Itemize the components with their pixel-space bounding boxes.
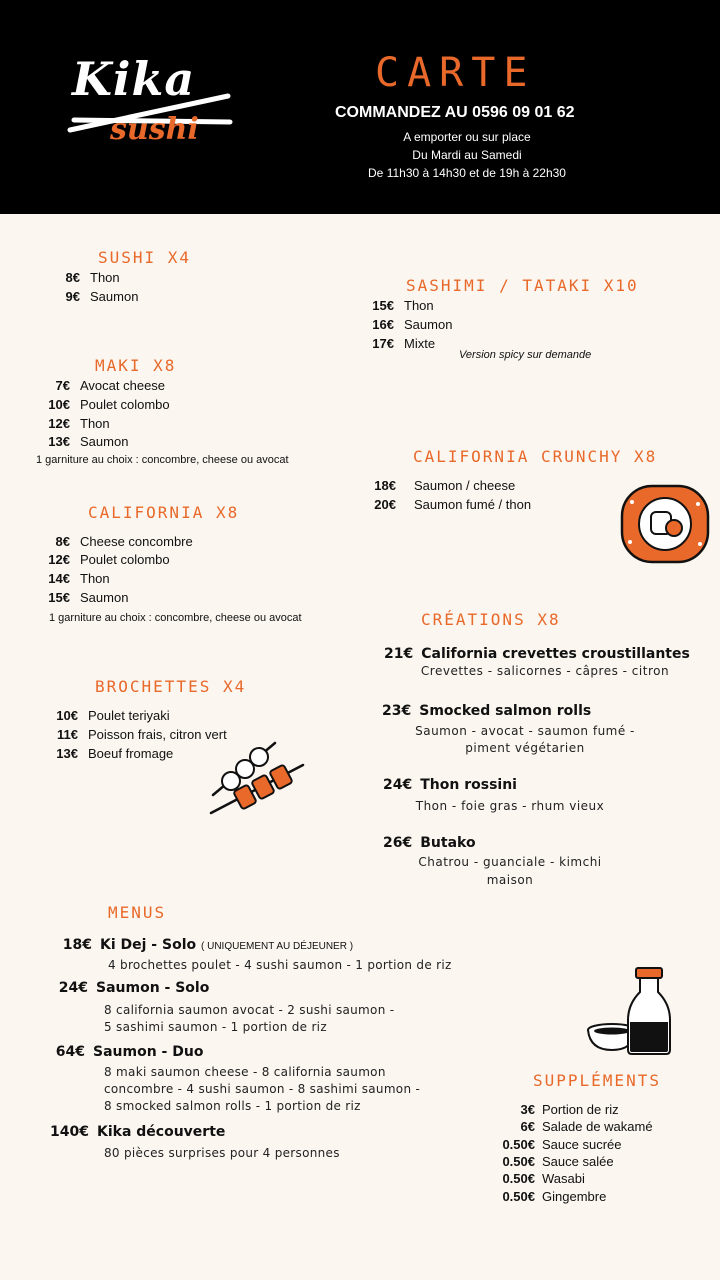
- creation-item-desc: maison: [486, 873, 534, 887]
- menu-item: 13€ Boeuf fromage: [56, 746, 174, 761]
- section-title-brochettes: BROCHETTES X4: [95, 677, 247, 696]
- creation-item-title: 23€ Smocked salmon rolls: [382, 703, 592, 719]
- section-title-maki: MAKI X8: [95, 356, 177, 375]
- menu-item: 8€ Cheese concombre: [55, 534, 193, 549]
- logo-text-kika: Kika: [72, 52, 196, 106]
- creation-item-desc: Thon - foie gras - rhum vieux: [415, 799, 605, 813]
- creation-item-desc: Chatrou - guanciale - kimchi: [418, 855, 602, 869]
- logo-text-sushi: sushi: [110, 112, 199, 147]
- menu-formula-title: 18€ Ki Dej - Solo ( UNIQUEMENT AU DÉJEUNER ): [62, 937, 354, 953]
- creation-item-desc: Crevettes - salicornes - câpres - citron: [420, 664, 670, 678]
- creation-item-desc: piment végétarien: [465, 741, 585, 755]
- supplement-item: 0.50€ Sauce salée: [502, 1154, 614, 1169]
- supplement-item: 6€ Salade de wakamé: [520, 1119, 653, 1134]
- menu-item: 10€ Poulet teriyaki: [56, 708, 170, 723]
- section-title-sushi: SUSHI X4: [98, 248, 192, 267]
- sushi-roll-icon: [618, 482, 712, 566]
- kika-sushi-logo: [60, 52, 240, 162]
- soy-sauce-icon: [584, 964, 684, 1056]
- section-title-california: CALIFORNIA X8: [88, 503, 240, 522]
- page-title: CARTE: [375, 50, 536, 96]
- opening-hours: [336, 128, 598, 182]
- menu-formula-desc: 4 brochettes poulet - 4 sushi saumon - 1 portion de riz: [108, 958, 452, 972]
- supplement-item: 0.50€ Sauce sucrée: [502, 1137, 622, 1152]
- menu-item: 14€ Thon: [48, 571, 110, 586]
- section-title-creations: CRÉATIONS X8: [421, 610, 561, 629]
- order-phone: COMMANDEZ AU 0596 09 01 62: [335, 104, 575, 121]
- creation-item-title: 24€ Thon rossini: [383, 777, 517, 793]
- menu-item: 9€ Saumon: [65, 289, 139, 304]
- supplement-item: 3€ Portion de riz: [520, 1102, 619, 1117]
- section-title-crunchy: CALIFORNIA CRUNCHY X8: [413, 447, 658, 466]
- supplement-item: 0.50€ Gingembre: [502, 1189, 607, 1204]
- hours-line: De 11h30 à 14h30 et de 19h à 22h30: [368, 166, 566, 180]
- menu-item: 18€ Saumon / cheese: [374, 478, 516, 493]
- menu-item: 11€ Poisson frais, citron vert: [57, 727, 227, 742]
- menu-item: 10€ Poulet colombo: [48, 397, 170, 412]
- creation-item-title: 21€ California crevettes croustillantes: [384, 646, 690, 662]
- menu-formula-desc: 8 california saumon avocat - 2 sushi saumon - 5 sashimi saumon - 1 portion de riz: [104, 1003, 395, 1034]
- hours-line: A emporter ou sur place: [403, 130, 531, 144]
- supplement-item: 0.50€ Wasabi: [502, 1171, 585, 1186]
- menu-item: 12€ Poulet colombo: [48, 552, 170, 567]
- menu-item: 16€ Saumon: [372, 317, 453, 332]
- menu-item: 13€ Saumon: [48, 434, 129, 449]
- creation-item-desc: Saumon - avocat - saumon fumé -: [415, 724, 635, 738]
- menu-item: 12€ Thon: [48, 416, 110, 431]
- menu-formula-title: 24€ Saumon - Solo: [58, 980, 210, 996]
- menu-item: 15€ Thon: [372, 298, 434, 313]
- menu-item: 7€ Avocat cheese: [55, 378, 166, 393]
- menu-formula-desc: 80 pièces surprises pour 4 personnes: [104, 1146, 340, 1160]
- section-title-sashimi: SASHIMI / TATAKI X10: [406, 276, 639, 295]
- menu-formula-title: 64€ Saumon - Duo: [55, 1044, 204, 1060]
- hours-line: Du Mardi au Samedi: [412, 148, 522, 162]
- menu-formula-desc: 8 maki saumon cheese - 8 california saumon concombre - 4 sushi saumon - 8 sashimi saumon - 8 smocked salmon rolls - 1 portion de riz: [104, 1065, 421, 1113]
- section-title-supplements: SUPPLÉMENTS: [533, 1071, 661, 1090]
- maki-note: 1 garniture au choix : concombre, cheese ou avocat: [36, 454, 289, 466]
- menu-item: 8€ Thon: [65, 270, 120, 285]
- menu-formula-title: 140€ Kika découverte: [50, 1124, 226, 1140]
- skewer-icon: [205, 735, 310, 820]
- menu-item: 20€ Saumon fumé / thon: [374, 497, 532, 512]
- section-title-menus: MENUS: [108, 903, 167, 922]
- menu-item: 15€ Saumon: [48, 590, 129, 605]
- creation-item-title: 26€ Butako: [383, 835, 476, 851]
- menu-item: 17€ Mixte: [372, 336, 436, 351]
- header: [0, 0, 720, 214]
- sashimi-note: Version spicy sur demande: [459, 349, 592, 361]
- california-note: 1 garniture au choix : concombre, cheese ou avocat: [49, 612, 302, 624]
